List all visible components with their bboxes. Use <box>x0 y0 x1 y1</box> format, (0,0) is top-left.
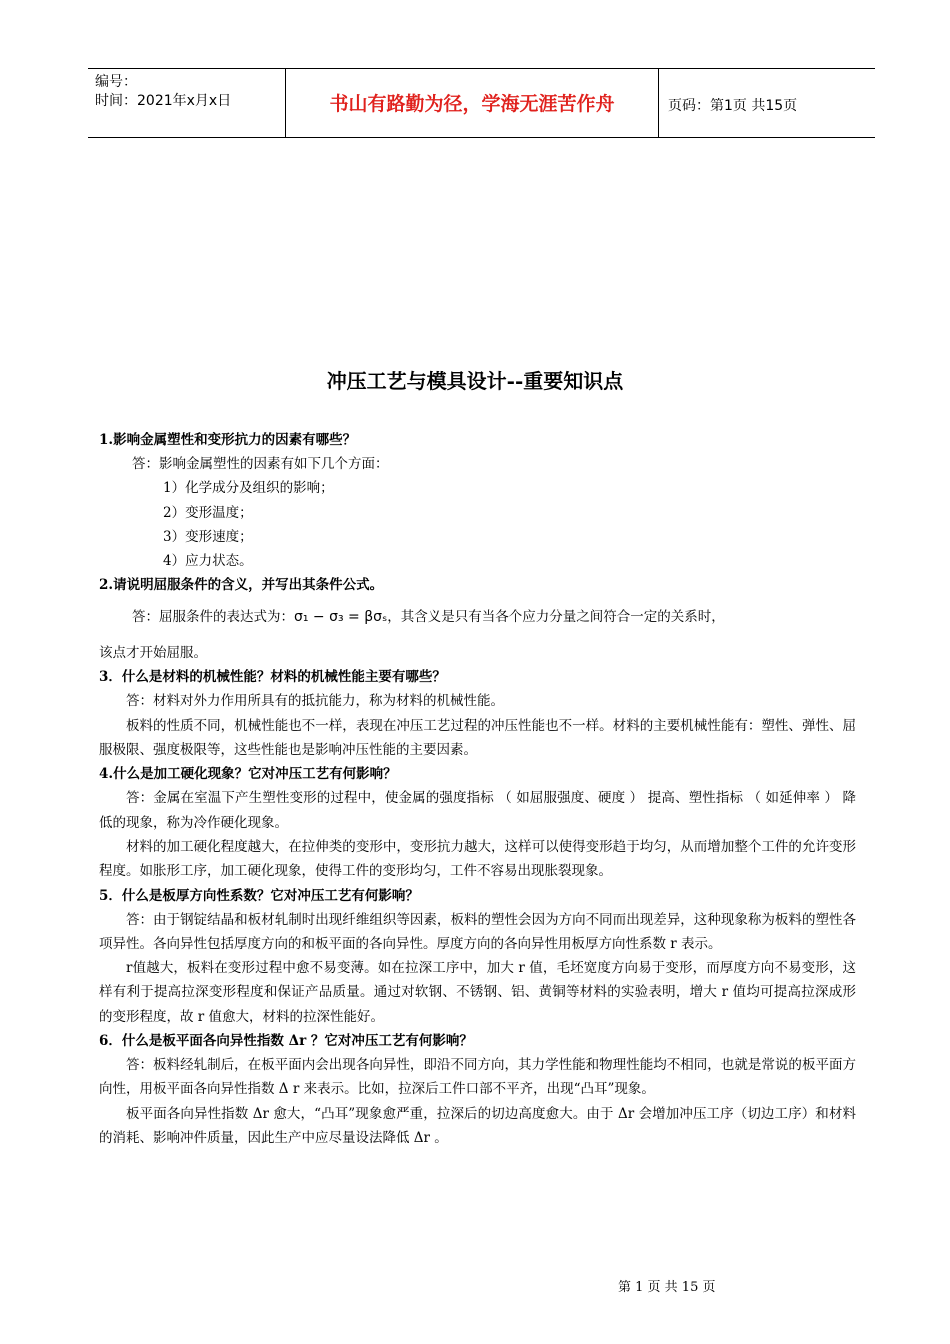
header-right-cell <box>658 69 875 137</box>
yield-formula: σ₁ − σ₃ = βσₛ <box>294 609 388 626</box>
question-1: 1.影响金属塑性和变形抗力的因素有哪些？ <box>99 432 357 448</box>
page-title: 冲压工艺与模具设计--重要知识点 <box>326 369 624 393</box>
motto: 书山有路勤为径，学海无涯苦作舟 <box>329 93 615 115</box>
answer-4-paragraph-2: 材料的加工硬化程度越大，在拉伸类的变形中，变形抗力越大，这样可以使得变形趋于均匀，从而增加整个工件的允许变形程度。如胀形工序，加工硬化现象，使得工件的变形均匀，工件不容易出现胀裂现象。 <box>99 838 856 880</box>
answer-2 <box>99 605 856 629</box>
question-6: 6．什么是板平面各向异性指数 Δr ？它对冲压工艺有何影响？ <box>99 1033 473 1050</box>
number-label: 编号： <box>95 74 137 90</box>
header-table <box>88 68 875 138</box>
answer-6-paragraph-2: 板平面各向异性指数 Δr 愈大，“凸耳”现象愈严重，拉深后的切边高度愈大。由于 Δr 会增加冲压工序（切边工序）和材料的消耗、影响冲件质量，因此生产中应尽量设法降低 Δr 。 <box>99 1105 856 1146</box>
list-item: 4）应力状态。 <box>163 553 253 570</box>
list-item: 2）变形温度； <box>163 504 253 521</box>
answer-3-paragraph-2: 板料的性质不同，机械性能也不一样，表现在冲压工艺过程的冲压性能也不一样。材料的主要机械性能有：塑性、弹性、屈服极限、强度极限等，这些性能也是影响冲压性能的主要因素。 <box>99 717 856 759</box>
question-4: 4.什么是加工硬化现象？它对冲压工艺有何影响？ <box>99 766 397 783</box>
header-motto-cell <box>285 69 659 137</box>
answer-2-continued: 该点才开始屈服。 <box>99 645 207 662</box>
list-item: 3）变形速度； <box>163 528 253 545</box>
answer-3-paragraph-1: 答：材料对外力作用所具有的抵抗能力，称为材料的机械性能。 <box>126 693 504 710</box>
question-2: 2.请说明屈服条件的含义，并写出其条件公式。 <box>99 577 384 594</box>
answer-5-paragraph-2: r值越大，板料在变形过程中愈不易变薄。如在拉深工序中，加大 r 值，毛坯宽度方向易于变形，而厚度方向不易变形，这样有利于提高拉深变形程度和保证产品质量。通过对软钢、不锈钢、铝、黄铜等材料的实验表明，增大 r 值均可提高拉深成形的变形程度，故 r 值愈大，材料的拉深性能好。 <box>99 960 856 1025</box>
answer-2-prefix: 答：屈服条件的表达式为： <box>132 609 294 626</box>
page-footer: 第 1 页 共 15 页 <box>618 1280 716 1295</box>
answer-4-paragraph-1: 答：金属在室温下产生塑性变形的过程中，使金属的强度指标 （ 如屈服强度、硬度 ） 提高、塑性指标 （ 如延伸率 ） 降低的现象，称为冷作硬化现象。 <box>99 790 856 831</box>
document-body <box>99 428 856 1150</box>
answer-2-suffix: ，其含义是只有当各个应力分量之间符合一定的关系时， <box>387 609 725 626</box>
time-label: 时间：2021年x月x日 <box>95 93 232 109</box>
page-info: 页码：第1页 共15页 <box>668 98 798 114</box>
header-left-cell <box>88 69 285 137</box>
question-3: 3．什么是材料的机械性能？材料的机械性能主要有哪些？ <box>99 669 446 686</box>
question-5: 5．什么是板厚方向性系数？它对冲压工艺有何影响？ <box>99 887 419 904</box>
answer-1: 答：影响金属塑性的因素有如下几个方面： <box>132 456 389 472</box>
answer-5-paragraph-1: 答：由于钢锭结晶和板材轧制时出现纤维组织等因素，板料的塑性会因为方向不同而出现差异，这种现象称为板料的塑性各项异性。各向异性包括厚度方向的和板平面的各向异性。厚度方向的各向异性用板厚方向性系数 r 表示。 <box>99 911 856 952</box>
answer-6-paragraph-1: 答：板料经轧制后，在板平面内会出现各向异性，即沿不同方向，其力学性能和物理性能均不相同，也就是常说的板平面方向性，用板平面各向异性指数 Δ r 来表示。比如，拉深后工件口部不平齐，出现“凸耳”现象。 <box>99 1057 856 1098</box>
list-item: 1）化学成分及组织的影响； <box>163 480 334 497</box>
